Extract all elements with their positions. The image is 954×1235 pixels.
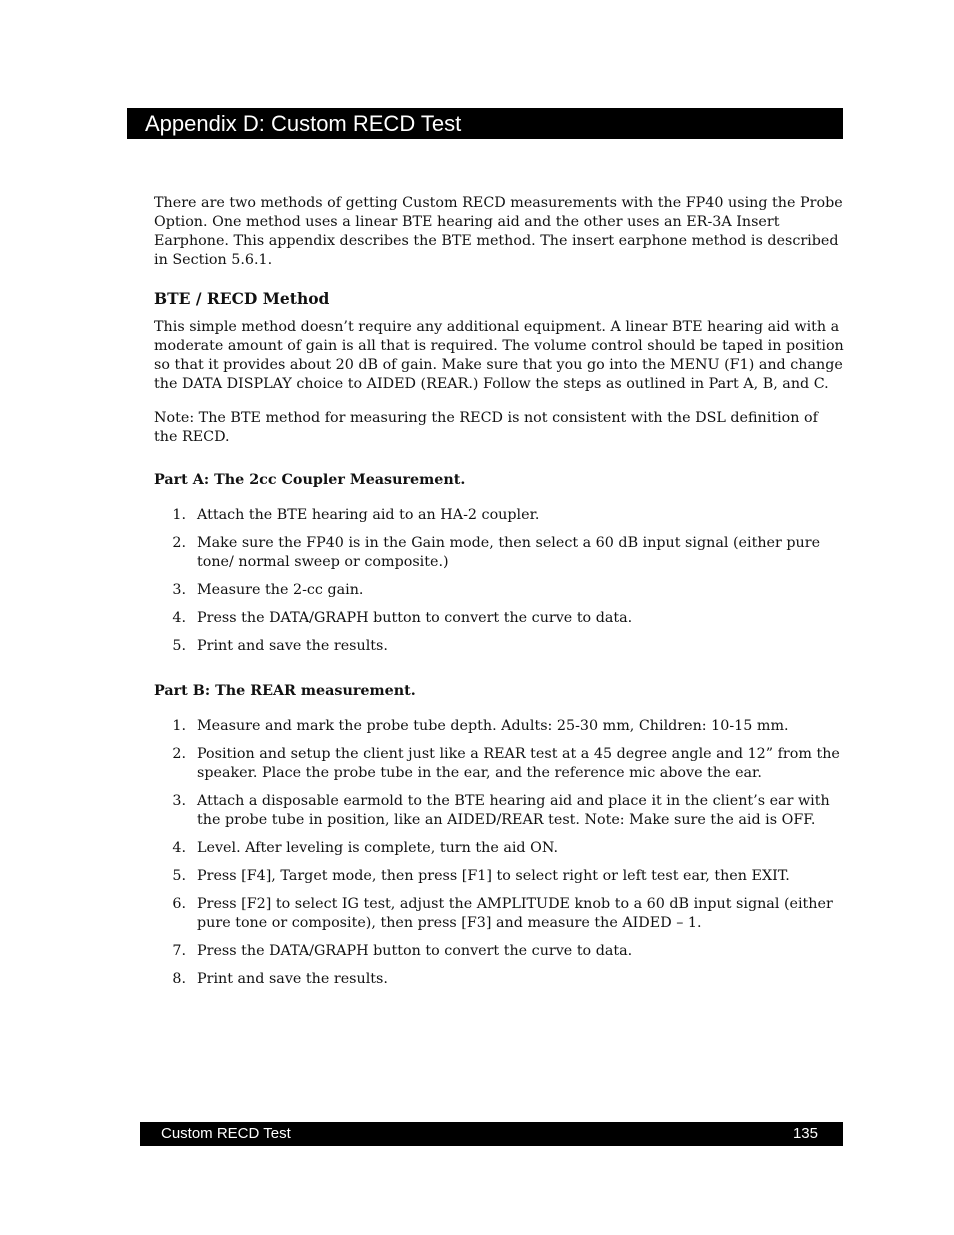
step-text: Attach a disposable earmold to the BTE hearing aid and place it in the client’s ear with the probe tube in position, like an AIDED/REAR test. Note: Make sure the aid is OFF. [197,793,830,828]
list-item [154,637,844,656]
step-text: Press [F2] to select IG test, adjust the AMPLITUDE knob to a 60 dB input signal (either pure tone or composite), then press [F3] and measure the AIDED – 1. [197,896,833,931]
step-number: 5. [172,638,186,654]
section-heading-bte-recd: BTE / RECD Method [154,289,330,308]
page-footer [140,1122,843,1146]
page-title: Appendix D: Custom RECD Test [127,108,843,139]
part-b-heading: Part B: The REAR measurement. [154,683,416,699]
bte-method-paragraph: This simple method doesn’t require any additional equipment. A linear BTE hearing aid with a moderate amount of gain is all that is required. The volume control should be taped in position so that it provides about 20 dB of gain. Make sure that you go into the MENU (F1) and change the DATA DISPLAY choice to AIDED (REAR.) Follow the steps as outlined in Part A, B, and C. [154,319,844,392]
list-item [154,867,844,886]
page-number: 135 [792,1125,818,1142]
list-item [154,581,844,600]
step-text: Print and save the results. [197,638,388,654]
list-item [154,534,844,572]
step-number: 3. [172,582,186,598]
step-text: Attach the BTE hearing aid to an HA-2 coupler. [197,507,540,523]
intro-paragraph: There are two methods of getting Custom RECD measurements with the FP40 using the Probe Option. One method uses a linear BTE hearing aid and the other uses an ER-3A Insert Earphone. This appendix describes the BTE method. The insert earphone method is described in Section 5.6.1. [154,195,843,268]
part-a-steps-list [154,506,844,665]
note-paragraph: Note: The BTE method for measuring the RECD is not consistent with the DSL definition of the RECD. [154,410,818,445]
step-number: 5. [172,868,186,884]
step-number: 2. [172,746,186,762]
list-item [154,609,844,628]
step-number: 8. [172,971,186,987]
step-text: Press [F4], Target mode, then press [F1] to select right or left test ear, then EXIT. [197,868,790,884]
list-item [154,970,844,989]
step-text: Press the DATA/GRAPH button to convert the curve to data. [197,610,633,626]
part-b-steps-list [154,717,844,998]
step-number: 2. [172,535,186,551]
step-number: 1. [172,507,186,523]
part-a-heading: Part A: The 2cc Coupler Measurement. [154,472,466,488]
step-number: 6. [172,896,186,912]
step-number: 7. [172,943,186,959]
step-text: Press the DATA/GRAPH button to convert the curve to data. [197,943,633,959]
step-number: 4. [172,610,186,626]
list-item [154,745,844,783]
list-item [154,942,844,961]
step-number: 1. [172,718,186,734]
step-text: Level. After leveling is complete, turn the aid ON. [197,840,558,856]
step-text: Position and setup the client just like a REAR test at a 45 degree angle and 12” from the speaker. Place the probe tube in the ear, and the reference mic above the ear. [197,746,840,781]
list-item [154,839,844,858]
list-item [154,895,844,933]
list-item [154,717,844,736]
step-number: 4. [172,840,186,856]
step-number: 3. [172,793,186,809]
footer-title: Custom RECD Test [161,1125,291,1142]
step-text: Make sure the FP40 is in the Gain mode, then select a 60 dB input signal (either pure tone/ normal sweep or composite.) [197,535,821,570]
step-text: Measure the 2-cc gain. [197,582,364,598]
list-item [154,506,844,525]
list-item [154,792,844,830]
step-text: Print and save the results. [197,971,388,987]
step-text: Measure and mark the probe tube depth. Adults: 25-30 mm, Children: 10-15 mm. [197,718,789,734]
